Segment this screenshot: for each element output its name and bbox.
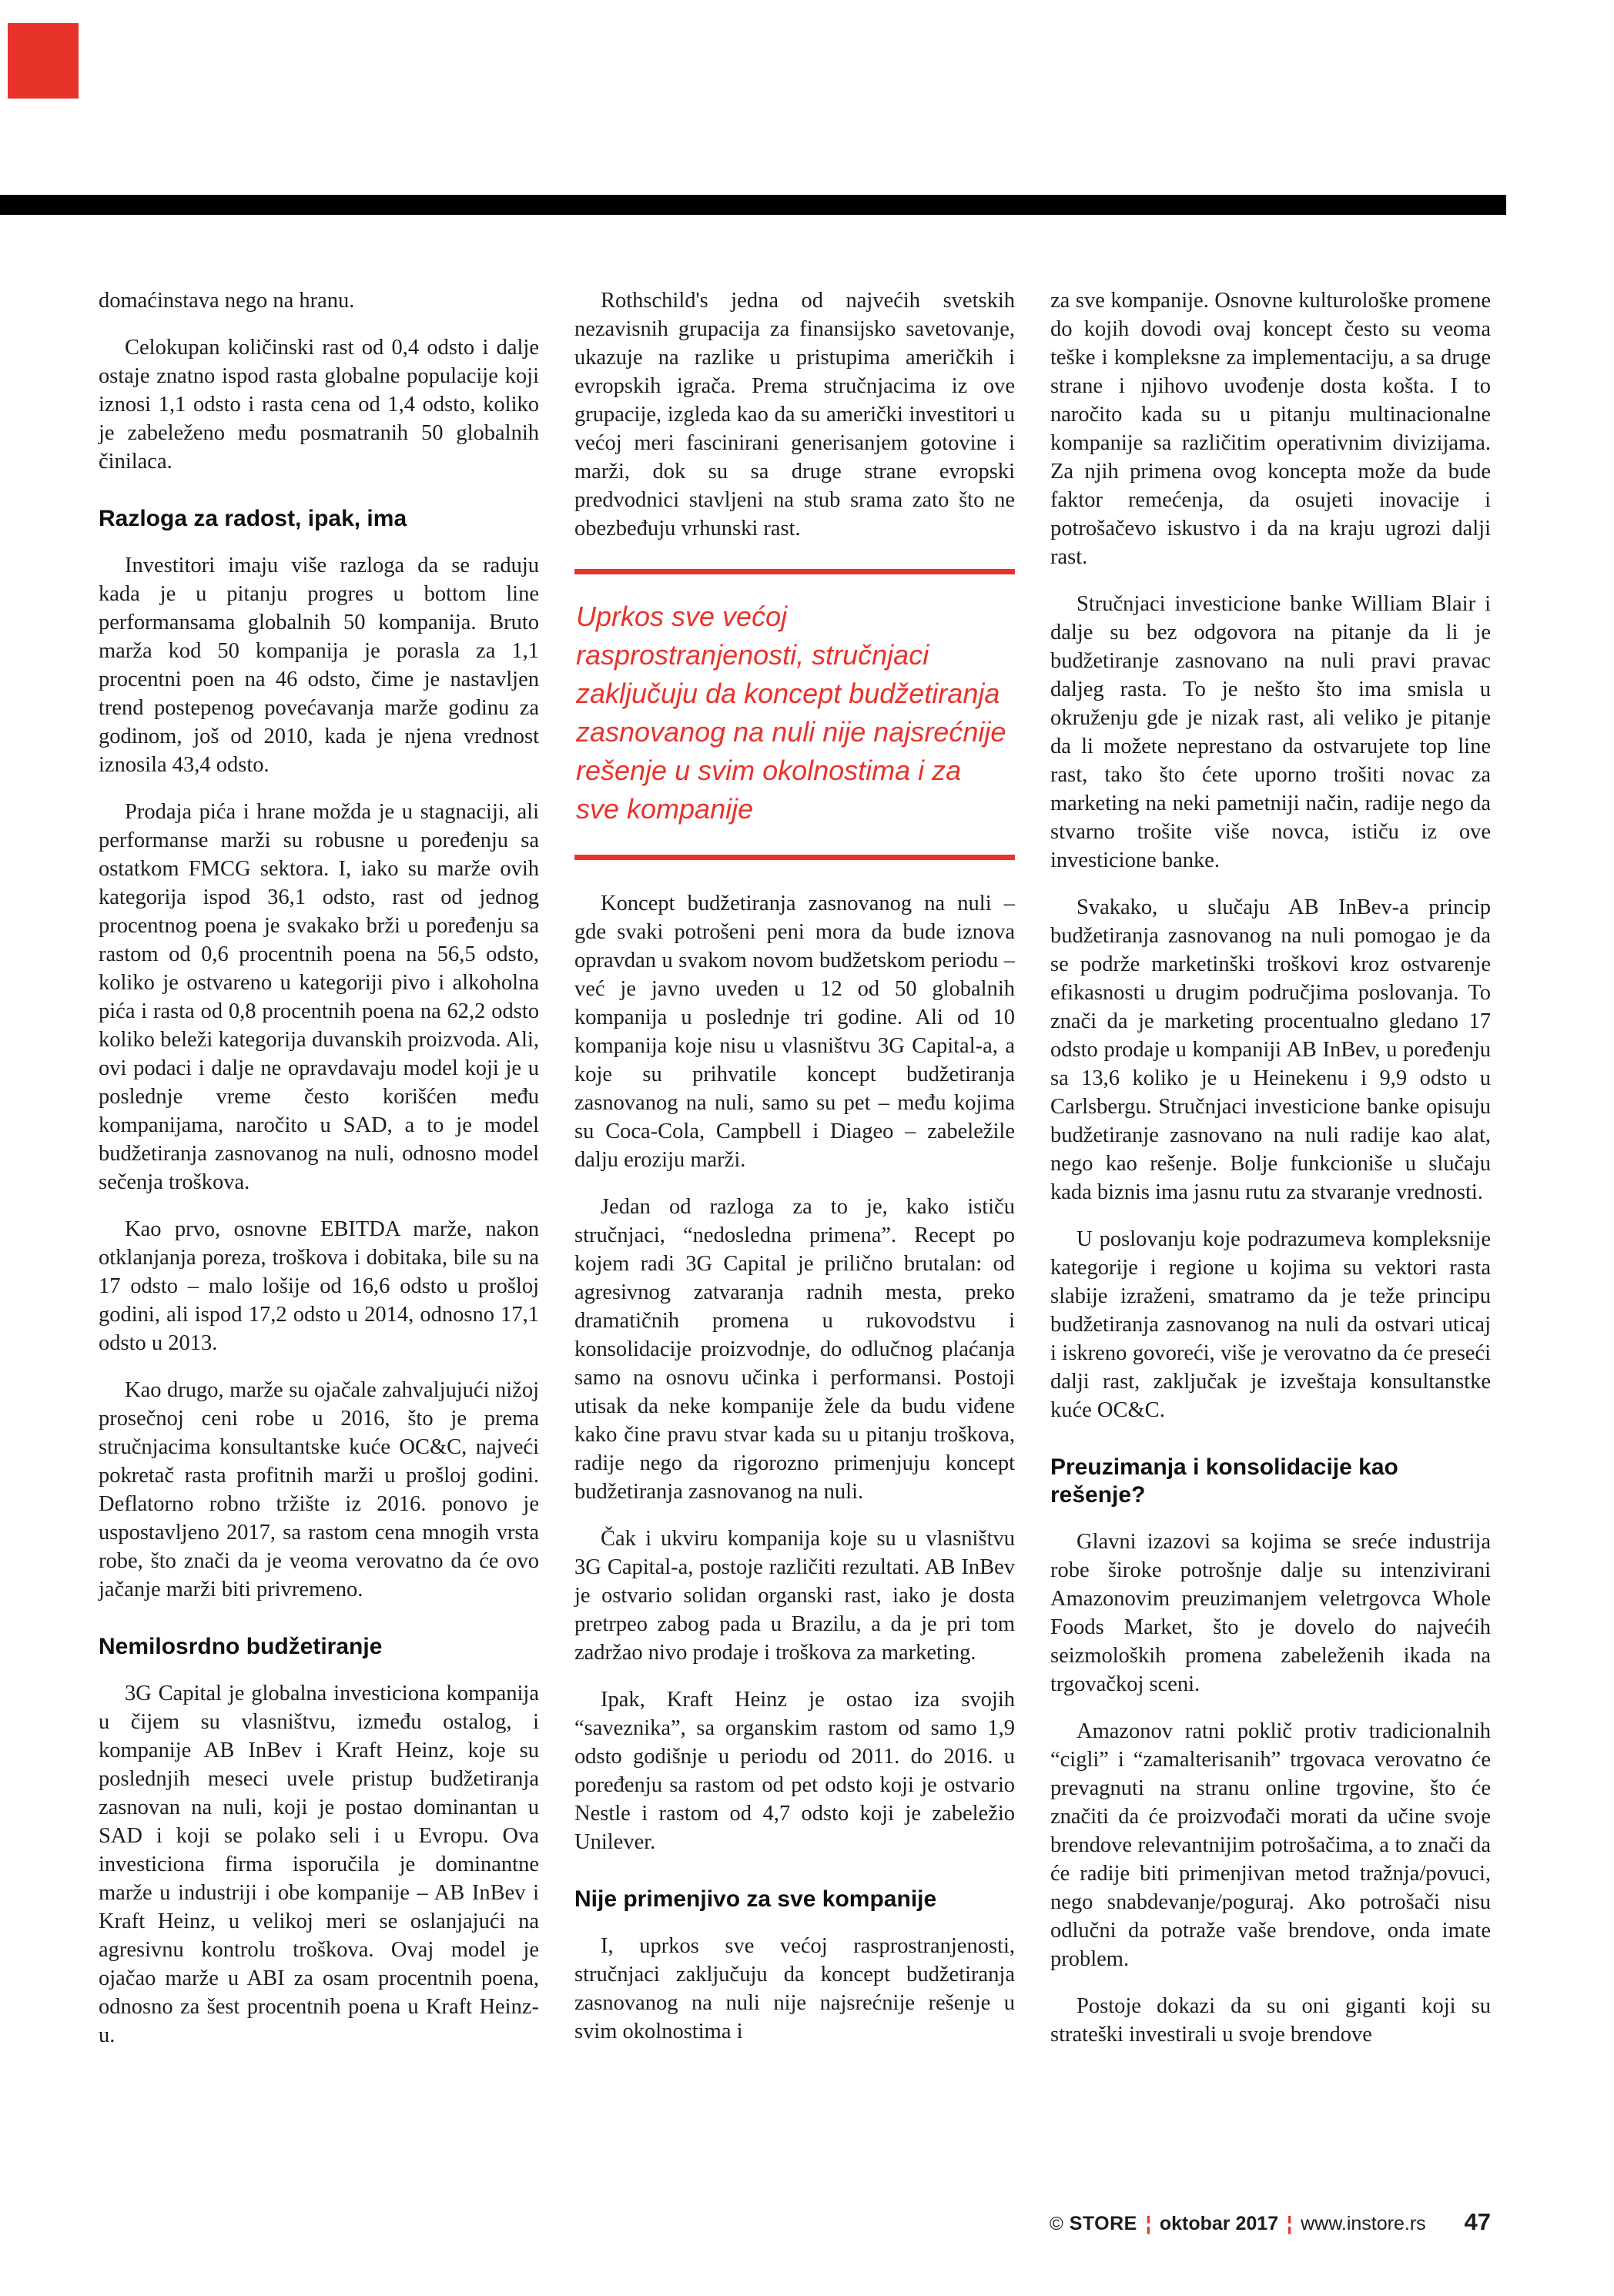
- header-rule: [0, 195, 1506, 215]
- paragraph: Celokupan količinski rast od 0,4 odsto i dalje ostaje znatno ispod rasta globalne populacije koji iznosi 1,1 odsto i rasta cena od 1,4 odsto, koliko je zabeleženo među posmatranih 50 globalnih činilaca.: [99, 336, 539, 474]
- paragraph: Prodaja pića i hrane možda je u stagnaciji, ali performanse marži su robusne u poređenju sa ostatkom FMCG sektora. I, iako su marže ovih kategorija ispod 36,1 odsto, rast od jednog procentnog poena je svakako brži u poređenju sa rastom od 0,6 procentnih poena na 56,5 odsto, koliko je ostvareno u kategoriji pivo i alkoholna pića i rasta od 0,8 procentnih poena na 62,2 odsto koliko beleži kategorija duvanskih proizvoda. Ali, ovi podaci i dalje ne opravdavaju model koji je u poslednje vreme često korišćen među kompanijama, naročito u SAD, a to je model budžetiranja zasnovanog na nuli, odnosno model sečenja troškova.: [99, 800, 539, 1194]
- footer-website: www.instore.rs: [1301, 2213, 1426, 2234]
- paragraph: Jedan od razloga za to je, kako ističu stručnjaci, “nedosledna primena”. Recept po kojem radi 3G Capital je prilično brutalan: od agresivnog zatvaranja radnih mesta, preko dramatičnih promena u rukovodstvu i konsolidacije proizvodnje, do odlučnog plaćanja samo na osnovu učinka i performansi. Postoji utisak da neke kompanije žele da budu viđene kako čine pravu stvar kada su u pitanju troškova, radije nego da rigorozno primenjuju koncept budžetiranja zasnovanog na nuli.: [574, 1195, 1015, 1504]
- paragraph: Postoje dokazi da su oni giganti koji su strateški investirali u svoje brendove: [1050, 1994, 1491, 2047]
- page-footer: [1050, 2208, 1491, 2236]
- paragraph: Rothschild's jedna od najvećih svetskih nezavisnih grupacija za finansijsko savetovanje, ukazuje na razlike u pristupima američkih i evropskih igrača. Prema stručnjacima iz ove grupacije, izgleda kao da su američki investitori u većoj meri fascinirani generisanjem gotovine i marži, dok su sa druge strane evropski predvodnici stavljeni na stub srama zato što ne obezbeđuju vrhunski rast.: [574, 289, 1015, 541]
- paragraph: U poslovanju koje podrazumeva kompleksnije kategorije i regione u kojima su vektori rasta slabije izraženi, smatramo da je teže principu budžetiranja zasnovanog na nuli da ostvari uticaj i iskreno govoreći, više je verovatno da će preseći dalji rast, zaključak je izveštaja konsultanstke kuće OC&C.: [1050, 1227, 1491, 1422]
- section-heading: Nije primenjivo za sve kompanije: [574, 1886, 937, 1912]
- paragraph: Svakako, u slučaju AB InBev-a princip budžetiranja zasnovanog na nuli pomogao je da se podrže marketinški troškovi kroz ostvarenje efikasnosti u drugim područjima poslovanja. To znači da je marketing procentualno gledano 17 odsto prodaje u kompaniji AB InBev, u poređenju sa 13,6 koliko je u Heinekenu i 9,9 odsto u Carlsbergu. Stručnjaci investicione banke opisuju budžetiranje zasnovano na nuli radije kao alat, nego kao rešenje. Bolje funkcioniše u slučaju kada biznis ima jasnu rutu za stvaranje vrednosti.: [1050, 895, 1491, 1204]
- article-column-3: [1050, 286, 1491, 2067]
- paragraph-continuation: za sve kompanije. Osnovne kulturološke promene do kojih dovodi ovaj koncept često su veoma teške i kompleksne za implementaciju, a sa druge strane i njihovo uvođenje dosta košta. I to naročito kada su u pitanju multinacionalne kompanije sa različitim operativnim divizijama. Za njih primena ovog koncepta može da bude faktor remećenja, da osujeti inovacije i potrošačevo iskustvo i da na kraju ugrozi dalji rast.: [1050, 289, 1491, 569]
- copyright-icon: ©: [1050, 2214, 1063, 2234]
- paragraph: Kao drugo, marže su ojačale zahvaljujući nižoj prosečnoj ceni robe u 2016, što je prema stručnjacima konsultantske kuće OC&C, najveći pokretač rasta profitnih marži u prošloj godini. Deflatorno robno tržište iz 2016. ponovo je uspostavljeno 2017, sa rastom cena mnogih vrsta robe, što znači da je veoma verovatno da će ovo jačanje marži biti privremeno.: [99, 1378, 539, 1602]
- footer-separator-icon: ¦: [1287, 2213, 1293, 2234]
- page-number: 47: [1464, 2208, 1491, 2235]
- footer-issue-date: oktobar 2017: [1159, 2213, 1279, 2234]
- paragraph: Koncept budžetiranja zasnovanog na nuli – gde svaki potrošeni peni mora da bude iznova opravdan u svakom novom budžetskom periodu – već je javno uveden u 12 od 50 globalnih kompanija u poslednje tri godine. Ali od 10 kompanija koje nisu u vlasništvu 3G Capital-a, a koje su prihvatile koncept budžetiranja zasnovanog na nuli, samo su pet – među kojima su Coca-Cola, Campbell i Diageo – zabeležile dalju eroziju marži.: [574, 892, 1015, 1172]
- article-column-2: [574, 286, 1015, 2064]
- article-column-1: [99, 286, 539, 2068]
- footer-brand: STORE: [1069, 2213, 1137, 2234]
- brand-logo-block: [8, 23, 79, 99]
- paragraph: Amazonov ratni poklič protiv tradicionalnih “cigli” i “zamalterisanih” trgovaca verovatno će prevagnuti na stranu online trgovine, što će značiti da će proizvođači morati da učine svoje brendove relevantnijim potrošačima, a to znači da će radije biti primenjivan metod tražnja/povuci, nego snabdevanje/poguraj. Ako potrošači nisu odlučni da potraže vaše brendove, onda imate problem.: [1050, 1719, 1491, 1971]
- paragraph: Čak i ukviru kompanija koje su u vlasništvu 3G Capital-a, postoje različiti rezultati. AB InBev je ostvario solidan organski rast, iako je dosta pretrpeo zabog pada u Brazilu, a da je pri tom zadržao nivo prodaje i troškova za marketing.: [574, 1527, 1015, 1665]
- paragraph: I, uprkos sve većoj rasprostranjenosti, stručnjaci zaključuju da koncept budžetiranja zasnovanog na nuli nije najsrećnije rešenje u svim okolnostima i: [574, 1934, 1015, 2043]
- paragraph: Investitori imaju više razloga da se raduju kada je u pitanju progres u bottom line performansama globalnih 50 kompanija. Bruto marža kod 50 kompanija je porasla za 1,1 procentni poen na 46 odsto, čime je nastavljen trend postepenog povećavanja marže godinu za godinom, još od 2010, kada je njena vrednost iznosila 43,4 odsto.: [99, 554, 539, 777]
- paragraph-continuation: domaćinstava nego na hranu.: [99, 289, 355, 313]
- paragraph: Glavni izazovi sa kojima se sreće industrija robe široke potrošnje dalje su intenzivirani Amazonovim preuzimanjem veletrgovca Whole Foods Market, što je dovelo do najvećih seizmoloških promena zabeleženih ikada na trgovačkoj sceni.: [1050, 1530, 1491, 1696]
- paragraph: Kao prvo, osnovne EBITDA marže, nakon otklanjanja poreza, troškova i dobitaka, bile su na 17 odsto – malo lošije od 16,6 odsto u prošloj godini, ali ispod 17,2 odsto u 2014, odnosno 17,1 odsto u 2013.: [99, 1217, 539, 1355]
- section-heading: Nemilosrdno budžetiranje: [99, 1634, 383, 1659]
- section-heading: Razloga za radost, ipak, ima: [99, 506, 407, 531]
- pull-quote: Uprkos sve većoj rasprostranjenosti, stručnjaci zaključuju da koncept budžetiranja zasnovanog na nuli nije najsrećnije rešenje u svim okolnostima i za sve kompanije: [574, 569, 1015, 860]
- paragraph: Stručnjaci investicione banke William Blair i dalje su bez odgovora na pitanje da li je budžetiranje zasnovano na nuli pravi pravac daljeg rasta. To je nešto što ima smisla u okruženju gde je nizak rast, ali veliko je pitanje da li možete neprestano da ostvarujete top line rast, tako što ćete uporno trošiti novac za marketing na neki pametniji način, radije nego da stvarno trošite više novca, ističu iz ove investicione banke.: [1050, 592, 1491, 872]
- section-heading: Preuzimanja i konsolidacije kao rešenje?: [1050, 1454, 1398, 1508]
- paragraph: 3G Capital je globalna investiciona kompanija u čijem su vlasništvu, između ostalog, i kompanije AB InBev i Kraft Heinz, koje su poslednjih meseci uvele pristup budžetiranja zasnovan na nuli, koji je postao dominantan u SAD i koji se polako seli i u Evropu. Ova investiciona firma isporučila je dominantne marže u industriji i obe kompanije – AB InBev i Kraft Heinz, u velikoj meri se oslanjajući na agresivnu kontrolu troškova. Ovaj model je ojačao marže u ABI za osam procentnih poena, odnosno za šest procentnih poena u Kraft Heinz-u.: [99, 1682, 539, 2047]
- paragraph: Ipak, Kraft Heinz je ostao iza svojih “saveznika”, sa organskim rastom od samo 1,9 odsto godišnje u periodu od 2011. do 2016. u poređenju sa rastom od pet odsto koji je ostvario Nestle i rastom od 4,7 odsto koji je zabeležio Unilever.: [574, 1688, 1015, 1854]
- footer-separator-icon: ¦: [1145, 2213, 1151, 2234]
- article-columns: [99, 286, 1491, 2068]
